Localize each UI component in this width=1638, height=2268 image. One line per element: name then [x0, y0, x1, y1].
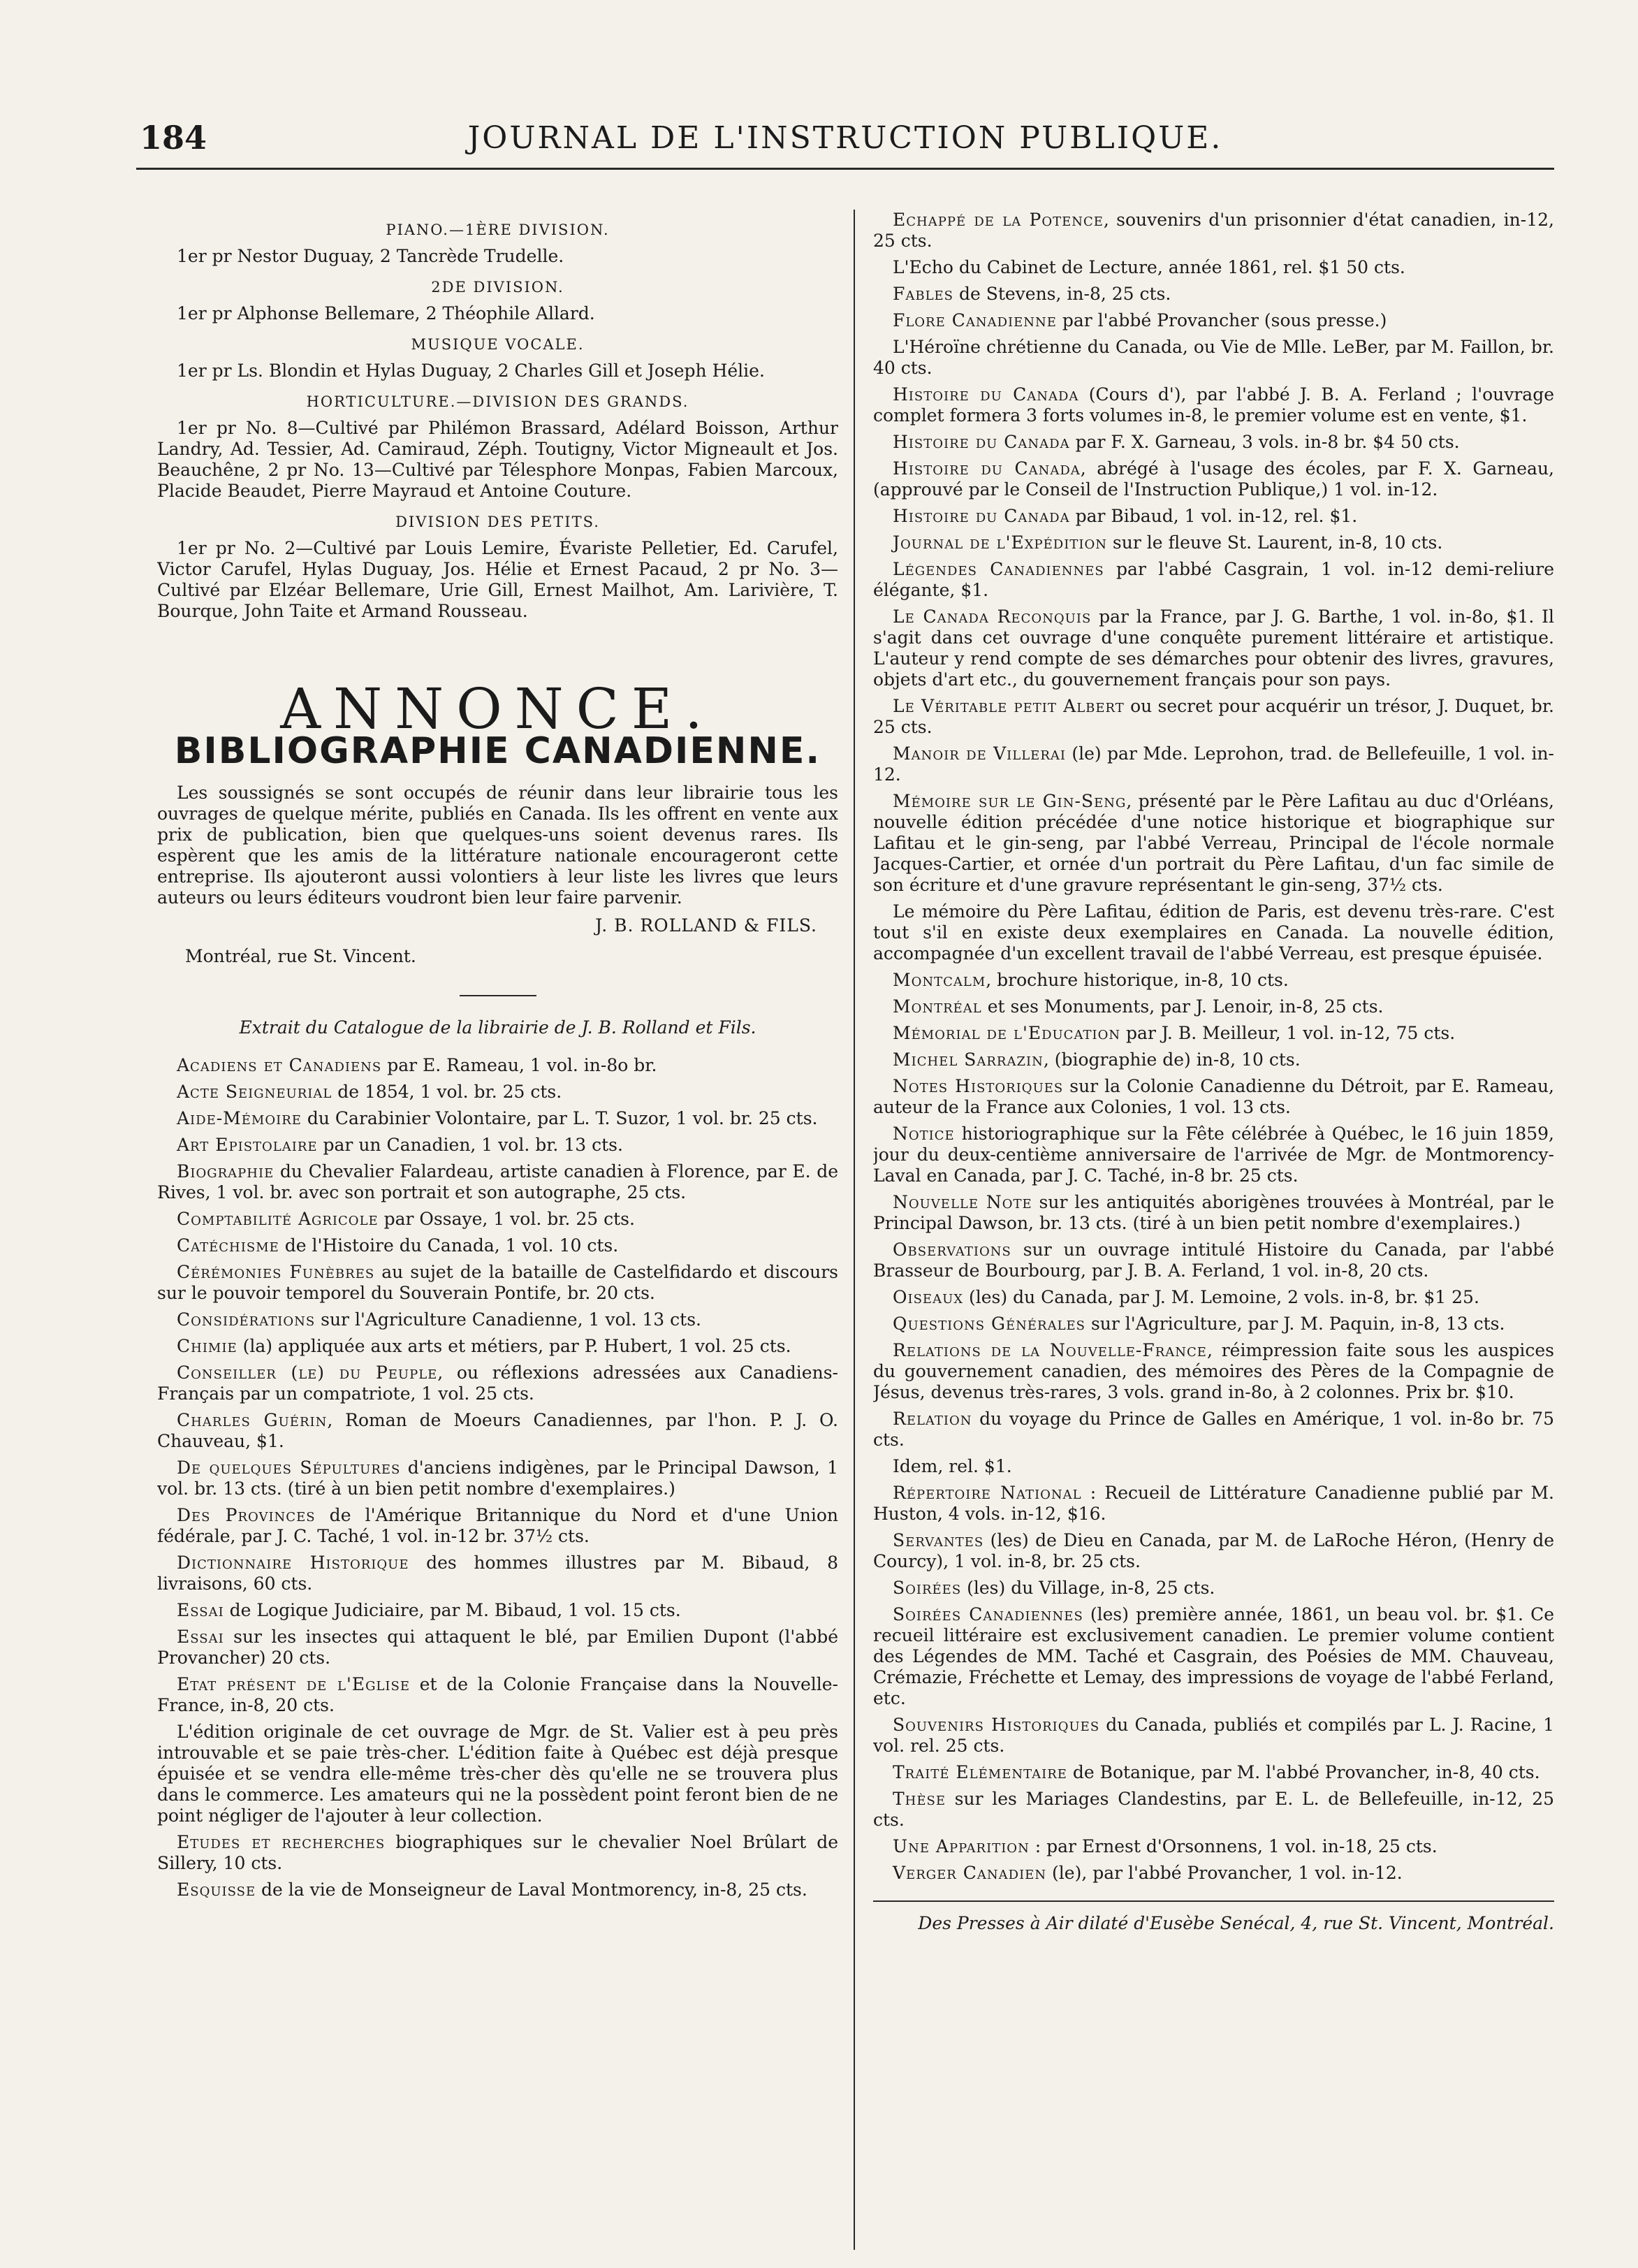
- entry-details: , ou réflexions adressées aux Canadiens-Français par un compatriote, 1 vol. 25 cts.: [157, 1362, 838, 1404]
- entry-details: de Botanique, par M. l'abbé Provancher, in-8, 40 cts.: [1067, 1762, 1540, 1782]
- entry-title: Esquisse: [177, 1880, 256, 1900]
- entry-title: Montréal: [893, 996, 982, 1017]
- entry-title: Soirées Canadiennes: [893, 1604, 1083, 1624]
- catalogue-entry: [873, 432, 1554, 453]
- entry-title: Le Véritable petit Albert: [893, 696, 1125, 716]
- entry-title: Légendes Canadiennes: [893, 559, 1104, 579]
- entry-details: historiographique sur la Fête célébrée à Québec, le 16 juin 1859, jour du deux-centième anniversaire de l'arrivée de Mgr. de Montmorency-Laval en Canada, par J. C. Taché, in-8 br. 25 cts.: [873, 1124, 1554, 1186]
- entry-details: (Cours d'), par l'abbé J. B. A. Ferland ; l'ouvrage complet formera 3 forts volumes in-8, le premier volume est en vente, $1.: [873, 384, 1554, 426]
- entry-details: sur l'Agriculture, par J. M. Paquin, in-8, 13 cts.: [1085, 1314, 1505, 1334]
- catalogue-entry: [157, 1055, 838, 1076]
- entry-details: sur les Mariages Clandestins, par E. L. de Bellefeuille, in-12, 25 cts.: [873, 1789, 1554, 1830]
- catalogue-entry: [873, 337, 1554, 379]
- entry-details: (les) première année, 1861, un beau vol. br. $1. Ce recueil littéraire est exclusivement canadien. Le premier volume contient des Légendes de MM. Taché et Casgrain, des Poésies de MM. Chauveau, Crémazie, Fréchette et Lemay, des impressions de voyage de l'abbé Ferland, etc.: [873, 1604, 1554, 1708]
- catalogue-entry: [157, 1410, 838, 1452]
- entry-details: de la vie de Monseigneur de Laval Montmorency, in-8, 25 cts.: [256, 1880, 807, 1900]
- entry-title: Notes Historiques: [893, 1076, 1064, 1096]
- entry-title: Mémoire sur le Gin-Seng: [893, 791, 1127, 811]
- entry-title: Comptabilité Agricole: [177, 1209, 379, 1229]
- catalogue-entry: [873, 743, 1554, 785]
- catalogue-entry: [157, 1722, 838, 1826]
- entry-details: L'édition originale de cet ouvrage de Mgr. de St. Valier est à peu près introuvable et se paie très-cher. L'édition faite à Québec est déjà presque épuisée et se vendra elle-même très-cher dès qu'elle ne se trouvera plus dans le commerce. Les amateurs qui ne la possèdent point feront bien de ne point négliger de l'ajouter à leur collection.: [157, 1722, 838, 1826]
- catalogue-entry: [873, 1530, 1554, 1572]
- entry-details: de Stevens, in-8, 25 cts.: [953, 284, 1171, 304]
- catalogue-entry: [873, 384, 1554, 426]
- entry-title: Montcalm: [893, 970, 986, 990]
- entry-details: par Ossaye, 1 vol. br. 25 cts.: [378, 1209, 635, 1229]
- entry-details: , réimpression faite sous les auspices du gouvernement canadien, des mémoires des Pères de la Compagnie de Jésus, devenus très-rares, 3 vols. grand in-8o, à 2 colonnes. Prix br. $10.: [873, 1340, 1554, 1402]
- entry-details: du Carabinier Volontaire, par L. T. Suzor, 1 vol. br. 25 cts.: [301, 1108, 818, 1128]
- entry-title: Notice: [893, 1124, 955, 1144]
- catalogue-entry: [873, 284, 1554, 305]
- catalogue-entry: [873, 996, 1554, 1017]
- entry-details: , (biographie de) in-8, 10 cts.: [1043, 1049, 1301, 1070]
- catalogue-entry: [873, 458, 1554, 500]
- catalogue-entry: [157, 1309, 838, 1330]
- entry-details: des hommes illustres par M. Bibaud, 8 livraisons, 60 cts.: [157, 1553, 838, 1594]
- entry-details: de l'Histoire du Canada, 1 vol. 10 cts.: [279, 1235, 619, 1256]
- entry-details: par la France, par J. G. Barthe, 1 vol. in-8o, $1. Il s'agit dans cet ouvrage d'une conquête purement littéraire et artistique. L'auteur y rend compte de ses démarches pour obtenir des livres, gravures, objets d'art etc., du gouvernement français pour son pays.: [873, 606, 1554, 690]
- entry-title: Histoire du Canada: [893, 458, 1081, 479]
- catalogue-entry: [157, 1082, 838, 1103]
- entry-details: par J. B. Meilleur, 1 vol. in-12, 75 cts.: [1120, 1023, 1456, 1043]
- entry-details: : Recueil de Littérature Canadienne publié par M. Huston, 4 vols. in-12, $16.: [873, 1483, 1554, 1524]
- catalogue-entry: [157, 1600, 838, 1621]
- entry-title: Servantes: [893, 1530, 984, 1550]
- signature: J. B. ROLLAND & FILS.: [595, 915, 817, 936]
- catalogue-entry: [873, 1076, 1554, 1118]
- entry-title: Flore Canadienne: [893, 310, 1057, 330]
- entry-details: par l'abbé Casgrain, 1 vol. in-12 demi-reliure élégante, $1.: [873, 559, 1554, 600]
- prize-sections: [157, 219, 838, 622]
- entry-details: , brochure historique, in-8, 10 cts.: [986, 970, 1289, 990]
- catalogue-entry: [873, 1604, 1554, 1709]
- catalogue-entries-right: [873, 210, 1554, 1884]
- entry-title: Essai: [177, 1627, 224, 1647]
- journal-title: JOURNAL DE L'INSTRUCTION PUBLIQUE.: [467, 120, 1223, 156]
- section-heading: 2DE DIVISION.: [431, 279, 564, 296]
- entry-details: au sujet de la bataille de Castelfidardo et discours sur le pouvoir temporel du Souverain Pontife, br. 20 cts.: [157, 1262, 838, 1303]
- entry-title: Echappé de la Potence: [893, 210, 1104, 230]
- entry-details: de l'Amérique Britannique du Nord et d'une Union fédérale, par J. C. Taché, 1 vol. in-12 br. 37½ cts.: [157, 1505, 838, 1546]
- entry-title: Questions Générales: [893, 1314, 1086, 1334]
- entry-details: Le mémoire du Père Lafitau, édition de Paris, est devenu très-rare. C'est tout s'il en existe deux exemplaires en Canada. La nouvelle édition, accompagnée d'un excellent travail de l'abbé Verreau, est presque épuisée.: [873, 901, 1554, 964]
- entry-title: Histoire du Canada: [893, 506, 1070, 526]
- catalogue-entry: [157, 1161, 838, 1203]
- prize-line: 1er pr Nestor Duguay, 2 Tancrède Trudelle.: [177, 246, 564, 266]
- entry-title: Histoire du Canada: [893, 432, 1070, 452]
- prize-line: 1er pr No. 8—Cultivé par Philémon Brassard, Adélard Boisson, Arthur Landry, Ad. Tessier, Ad. Camiraud, Zéph. Toutigny, Victor Migneault et Jos. Beauchêne, 2 pr No. 13—Cultivé par Télesphore Monpas, Fabien Marcoux, Placide Beaudet, Pierre Mayraud et Antoine Couture.: [157, 418, 838, 501]
- entry-title: Art Epistolaire: [177, 1135, 318, 1155]
- entry-title: Etudes et recherches: [177, 1832, 386, 1852]
- entry-title: Michel Sarrazin: [893, 1049, 1044, 1070]
- catalogue-entry: [157, 1262, 838, 1304]
- entry-details: sur les antiquités aborigènes trouvées à Montréal, par le Principal Dawson, br. 13 cts. (tiré à un bien petit nombre d'exemplaires.): [873, 1192, 1554, 1233]
- entry-title: Oiseaux: [893, 1287, 964, 1307]
- catalogue-entry: [873, 1049, 1554, 1070]
- entry-details: par un Canadien, 1 vol. br. 13 cts.: [317, 1135, 623, 1155]
- section-heading: PIANO.—1ÈRE DIVISION.: [386, 221, 610, 238]
- entry-title: Fables: [893, 284, 953, 304]
- catalogue-entry: [873, 310, 1554, 331]
- entry-title: Aide-Mémoire: [177, 1108, 302, 1128]
- entry-title: Souvenirs Historiques: [893, 1715, 1100, 1735]
- entry-details: du Chevalier Falardeau, artiste canadien à Florence, par E. de Rives, 1 vol. br. avec son portrait et son autographe, 25 cts.: [157, 1161, 838, 1202]
- separator-rule: [460, 995, 536, 996]
- page-number: 184: [140, 119, 207, 157]
- entry-title: Essai: [177, 1600, 224, 1620]
- entry-title: Charles Guérin: [177, 1410, 328, 1430]
- entry-details: Idem, rel. $1.: [893, 1456, 1012, 1476]
- catalogue-entry: [157, 1458, 838, 1499]
- catalogue-entry: [873, 1578, 1554, 1599]
- catalogue-entry: [157, 1832, 838, 1874]
- catalogue-entry: [873, 1483, 1554, 1525]
- entry-title: Acte Seigneurial: [177, 1082, 332, 1102]
- entry-title: Acadiens et Canadiens: [177, 1055, 382, 1075]
- section-heading: DIVISION DES PETITS.: [395, 514, 600, 530]
- address-line: Montréal, rue St. Vincent.: [185, 946, 416, 966]
- catalogue-entry: [157, 1135, 838, 1156]
- page-header: [136, 105, 1554, 170]
- entry-details: sur le fleuve St. Laurent, in-8, 10 cts.: [1106, 532, 1443, 553]
- entry-title: De quelques Sépultures: [177, 1458, 401, 1478]
- catalogue-entry: [873, 1340, 1554, 1403]
- entry-title: Etat présent de l'Eglise: [177, 1674, 410, 1694]
- catalogue-entry: [873, 696, 1554, 738]
- entry-details: , présenté par le Père Lafitau au duc d'Orléans, nouvelle édition précédée d'une notice historique et biographique sur Lafitau et le gin-seng, par l'abbé Verreau, Principal de l'école normale Jacques-Cartier, et ornée d'un portrait du Père Lafitau, d'un fac simile de son écriture et d'une gravure représentant le gin-seng, 37½ cts.: [873, 791, 1554, 895]
- catalogue-entry: [157, 1553, 838, 1594]
- entry-details: (les) du Village, in-8, 25 cts.: [961, 1578, 1215, 1598]
- entry-title: Mémorial de l'Education: [893, 1023, 1121, 1043]
- catalogue-entry: [873, 257, 1554, 278]
- entry-details: , souvenirs d'un prisonnier d'état canadien, in-12, 25 cts.: [873, 210, 1554, 251]
- left-column: [157, 210, 838, 2250]
- entry-details: d'anciens indigènes, par le Principal Dawson, 1 vol. br. 13 cts. (tiré à un bien petit nombre d'exemplaires.): [157, 1458, 838, 1499]
- entry-details: biographiques sur le chevalier Noel Brûlart de Sillery, 10 cts.: [157, 1832, 838, 1873]
- entry-details: ou secret pour acquérir un trésor, J. Duquet, br. 25 cts.: [873, 696, 1554, 737]
- entry-details: (les) de Dieu en Canada, par M. de LaRoche Héron, (Henry de Courcy), 1 vol. in-8, br. 25 cts.: [873, 1530, 1554, 1571]
- entry-title: Cérémonies Funèbres: [177, 1262, 375, 1282]
- entry-details: du Canada, publiés et compilés par L. J. Racine, 1 vol. rel. 25 cts.: [873, 1715, 1554, 1756]
- entry-details: (les) du Canada, par J. M. Lemoine, 2 vols. in-8, br. $1 25.: [963, 1287, 1479, 1307]
- entry-title: Traité Elémentaire: [893, 1762, 1067, 1782]
- entry-title: Dictionnaire Historique: [177, 1553, 409, 1573]
- right-column: [873, 210, 1554, 2250]
- catalogue-entry: [873, 1192, 1554, 1234]
- catalogue-heading: Extrait du Catalogue de la librairie de J. B. Rolland et Fils.: [239, 1017, 756, 1038]
- entry-title: Le Canada Reconquis: [893, 606, 1092, 627]
- catalogue-entry: [157, 1336, 838, 1357]
- entry-title: Relations de la Nouvelle-France: [893, 1340, 1207, 1360]
- annonce-title: ANNONCE.: [280, 676, 715, 741]
- entry-title: Relation: [893, 1409, 972, 1429]
- catalogue-entry: [157, 1209, 838, 1230]
- catalogue-entry: [873, 1715, 1554, 1757]
- entry-details: sur la Colonie Canadienne du Détroit, par E. Rameau, auteur de la France aux Colonies, 1 vol. 13 cts.: [873, 1076, 1554, 1117]
- entry-details: et ses Monuments, par J. Lenoir, in-8, 25 cts.: [981, 996, 1384, 1017]
- catalogue-entry: [157, 1880, 838, 1900]
- entry-details: (le), par l'abbé Provancher, 1 vol. in-12.: [1046, 1863, 1403, 1883]
- catalogue-entry: [157, 1362, 838, 1404]
- catalogue-entry: [157, 1627, 838, 1669]
- catalogue-entry: [873, 1314, 1554, 1335]
- entry-title: Thèse: [893, 1789, 946, 1809]
- footer-rule: [873, 1900, 1554, 1902]
- entry-details: du voyage du Prince de Galles en Amérique, 1 vol. in-8o br. 75 cts.: [873, 1409, 1554, 1450]
- prize-line: 1er pr Ls. Blondin et Hylas Duguay, 2 Charles Gill et Joseph Hélie.: [177, 361, 765, 381]
- catalogue-entry: [873, 1023, 1554, 1044]
- catalogue-entry: [157, 1235, 838, 1256]
- entry-details: et de la Colonie Française dans la Nouvelle-France, in-8, 20 cts.: [157, 1674, 838, 1715]
- catalogue-entry: [873, 559, 1554, 601]
- entry-title: Répertoire National: [893, 1483, 1082, 1503]
- entry-title: Observations: [893, 1240, 1011, 1260]
- entry-details: par Bibaud, 1 vol. in-12, rel. $1.: [1069, 506, 1358, 526]
- entry-title: Biographie: [177, 1161, 275, 1182]
- catalogue-entry: [873, 1456, 1554, 1477]
- entry-title: Conseiller (le) du Peuple: [177, 1362, 438, 1383]
- catalogue-entry: [873, 1863, 1554, 1884]
- catalogue-entry: [157, 1108, 838, 1129]
- prize-line: 1er pr Alphonse Bellemare, 2 Théophile Allard.: [177, 303, 595, 324]
- entry-details: sur l'Agriculture Canadienne, 1 vol. 13 cts.: [315, 1309, 701, 1330]
- entry-title: Soirées: [893, 1578, 962, 1598]
- entry-details: L'Héroïne chrétienne du Canada, ou Vie de Mlle. LeBer, par M. Faillon, br. 40 cts.: [873, 337, 1554, 378]
- entry-details: par F. X. Garneau, 3 vols. in-8 br. $4 50 cts.: [1069, 432, 1460, 452]
- entry-title: Chimie: [177, 1336, 237, 1356]
- announcement-intro: Les soussignés se sont occupés de réunir dans leur librairie tous les ouvrages de quelque mérite, publiés en Canada. Ils les offrent en vente aux prix de publication, bien que quelques-uns soient devenus rares. Ils espèrent que les amis de la littérature nationale encourageront cette entreprise. Ils ajouteront aussi volontiers à leur liste les livres que leurs auteurs ou leurs éditeurs voudront bien leur faire parvenir.: [157, 783, 838, 908]
- entry-title: Manoir de Villerai: [893, 743, 1066, 764]
- entry-details: par E. Rameau, 1 vol. in-8o br.: [381, 1055, 657, 1075]
- entry-details: : par Ernest d'Orsonnens, 1 vol. in-18, 25 cts.: [1029, 1836, 1438, 1856]
- catalogue-entry: [873, 791, 1554, 896]
- catalogue-entry: [873, 1409, 1554, 1451]
- section-heading: MUSIQUE VOCALE.: [411, 336, 585, 353]
- entry-details: (le) par Mde. Leprohon, trad. de Bellefeuille, 1 vol. in-12.: [873, 743, 1554, 785]
- catalogue-entries-left: [157, 1055, 838, 1900]
- bibliographie-title: BIBLIOGRAPHIE CANADIENNE.: [174, 730, 821, 772]
- catalogue-entry: [873, 1287, 1554, 1308]
- entry-details: par l'abbé Provancher (sous presse.): [1056, 310, 1387, 330]
- catalogue-entry: [873, 506, 1554, 527]
- catalogue-entry: [873, 1836, 1554, 1857]
- entry-title: Des Provinces: [177, 1505, 316, 1525]
- entry-title: Une Apparition: [893, 1836, 1030, 1856]
- entry-title: Journal de l'Expédition: [893, 532, 1107, 553]
- catalogue-entry: [873, 1124, 1554, 1186]
- entry-title: Histoire du Canada: [893, 384, 1079, 405]
- catalogue-entry: [873, 1789, 1554, 1831]
- entry-details: , abrégé à l'usage des écoles, par F. X. Garneau, (approuvé par le Conseil de l'Instruction Publique,) 1 vol. in-12.: [873, 458, 1554, 500]
- catalogue-entry: [873, 1762, 1554, 1783]
- entry-details: de 1854, 1 vol. br. 25 cts.: [332, 1082, 562, 1102]
- entry-details: (la) appliquée aux arts et métiers, par P. Hubert, 1 vol. 25 cts.: [237, 1336, 791, 1356]
- catalogue-entry: [873, 532, 1554, 553]
- entry-title: Verger Canadien: [893, 1863, 1047, 1883]
- catalogue-entry: [873, 901, 1554, 964]
- entry-title: Catéchisme: [177, 1235, 279, 1256]
- entry-details: , Roman de Moeurs Canadiennes, par l'hon. P. J. O. Chauveau, $1.: [157, 1410, 838, 1451]
- prize-line: 1er pr No. 2—Cultivé par Louis Lemire, Évariste Pelletier, Ed. Carufel, Victor Carufel, Hylas Duguay, Jos. Hélie et Ernest Pacaud, 2 pr No. 3—Cultivé par Elzéar Bellemare, Urie Gill, Ernest Mailhot, Am. Larivière, T. Bourque, John Taite et Armand Rousseau.: [157, 538, 838, 621]
- column-divider: [854, 210, 855, 2250]
- printer-footer: Des Presses à Air dilaté d'Eusèbe Senécal, 4, rue St. Vincent, Montréal.: [918, 1913, 1554, 1933]
- entry-details: sur les insectes qui attaquent le blé, par Emilien Dupont (l'abbé Provancher) 20 cts.: [157, 1627, 838, 1668]
- entry-details: de Logique Judiciaire, par M. Bibaud, 1 vol. 15 cts.: [224, 1600, 681, 1620]
- entry-title: Nouvelle Note: [893, 1192, 1032, 1212]
- catalogue-entry: [157, 1505, 838, 1547]
- section-heading: HORTICULTURE.—DIVISION DES GRANDS.: [306, 393, 689, 410]
- entry-details: L'Echo du Cabinet de Lecture, année 1861, rel. $1 50 cts.: [893, 257, 1405, 277]
- catalogue-entry: [873, 1240, 1554, 1281]
- entry-title: Considérations: [177, 1309, 316, 1330]
- catalogue-entry: [157, 1674, 838, 1716]
- catalogue-entry: [873, 970, 1554, 991]
- catalogue-entry: [873, 606, 1554, 690]
- entry-details: sur un ouvrage intitulé Histoire du Canada, par l'abbé Brasseur de Bourbourg, par J. B. A. Ferland, 1 vol. in-8, 20 cts.: [873, 1240, 1554, 1281]
- catalogue-entry: [873, 210, 1554, 252]
